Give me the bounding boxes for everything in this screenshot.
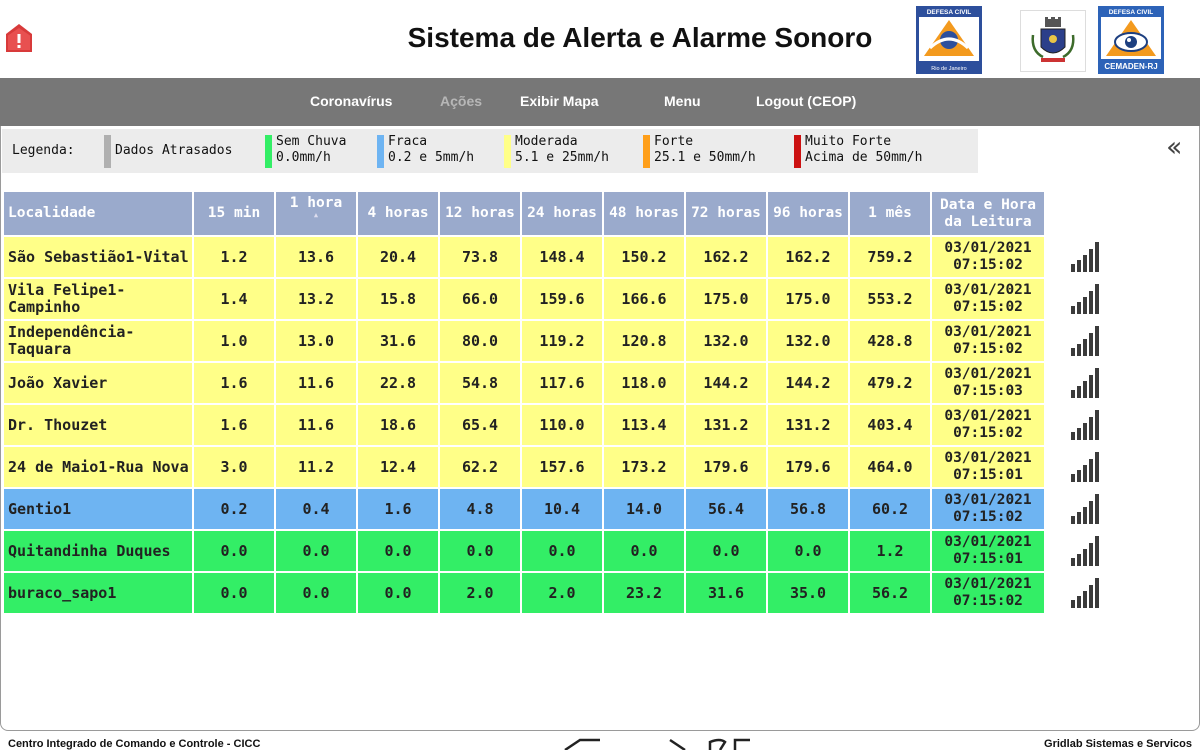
footer-logo <box>560 738 770 750</box>
svg-text:Rio de Janeiro: Rio de Janeiro <box>931 66 967 72</box>
bar-segment <box>1077 260 1081 272</box>
rainfall-value: 31.6 <box>358 321 438 361</box>
rainfall-value: 110.0 <box>522 405 602 445</box>
rainfall-value: 0.0 <box>194 531 274 571</box>
rainfall-value: 0.0 <box>768 531 848 571</box>
bar-segment <box>1095 410 1099 440</box>
footer-right-text: Gridlab Sistemas e Servicos <box>1044 738 1192 750</box>
reading-datetime <box>932 573 1044 613</box>
rainfall-value: 56.2 <box>850 573 930 613</box>
table-body <box>4 237 1124 613</box>
bar-segment <box>1089 249 1093 272</box>
legend-swatch <box>504 135 511 168</box>
rainfall-value: 22.8 <box>358 363 438 403</box>
reading-time: 07:15:01 <box>953 551 1023 567</box>
rainfall-value: 2.0 <box>440 573 520 613</box>
nav-logout[interactable]: Logout (CEOP) <box>756 93 857 109</box>
column-header[interactable]: 15 min <box>194 192 274 235</box>
bar-segment <box>1071 348 1075 356</box>
reading-time: 07:15:02 <box>953 509 1023 525</box>
reading-time: 07:15:02 <box>953 257 1023 273</box>
location-name[interactable]: 24 de Maio1-Rua Nova <box>4 447 192 487</box>
table-row[interactable] <box>4 573 1124 613</box>
city-coat-of-arms-logo <box>1020 10 1086 72</box>
bar-segment <box>1089 585 1093 608</box>
rainfall-value: 1.4 <box>194 279 274 319</box>
signal-bars-chart-icon[interactable] <box>1071 368 1099 398</box>
rainfall-value: 0.0 <box>276 531 356 571</box>
bar-segment <box>1083 339 1087 356</box>
rainfall-value: 12.4 <box>358 447 438 487</box>
rainfall-value: 132.0 <box>686 321 766 361</box>
bar-segment <box>1083 591 1087 608</box>
reading-time: 07:15:02 <box>953 425 1023 441</box>
rainfall-value: 0.4 <box>276 489 356 529</box>
bar-segment <box>1071 306 1075 314</box>
column-header[interactable]: Data e Hora da Leitura <box>932 192 1044 235</box>
rainfall-value: 117.6 <box>522 363 602 403</box>
rainfall-value: 80.0 <box>440 321 520 361</box>
rainfall-value: 1.0 <box>194 321 274 361</box>
rainfall-value: 0.0 <box>686 531 766 571</box>
signal-bars-chart-icon[interactable] <box>1071 536 1099 566</box>
legend-label: Muito Forte Acima de 50mm/h <box>805 134 923 165</box>
reading-datetime <box>932 405 1044 445</box>
signal-bars-chart-icon[interactable] <box>1071 410 1099 440</box>
column-header[interactable]: 72 horas <box>686 192 766 235</box>
rainfall-value: 10.4 <box>522 489 602 529</box>
reading-time: 07:15:03 <box>953 383 1023 399</box>
reading-datetime <box>932 489 1044 529</box>
rainfall-value: 144.2 <box>686 363 766 403</box>
bar-segment <box>1077 302 1081 314</box>
page-title: Sistema de Alerta e Alarme Sonoro <box>407 22 873 53</box>
bar-segment <box>1089 291 1093 314</box>
bar-segment <box>1077 470 1081 482</box>
rainfall-value: 179.6 <box>686 447 766 487</box>
rainfall-value: 15.8 <box>358 279 438 319</box>
rainfall-value: 131.2 <box>768 405 848 445</box>
nav-exibir-mapa[interactable]: Exibir Mapa <box>520 93 599 109</box>
bar-segment <box>1083 255 1087 272</box>
rainfall-value: 62.2 <box>440 447 520 487</box>
alert-warning-icon <box>4 22 34 56</box>
nav-menu[interactable]: Menu <box>664 93 701 109</box>
bar-segment <box>1083 507 1087 524</box>
legend-label: Dados Atrasados <box>115 143 233 158</box>
column-header[interactable]: 1 hora ▲ <box>276 192 356 235</box>
rainfall-value: 20.4 <box>358 237 438 277</box>
rainfall-value: 157.6 <box>522 447 602 487</box>
bar-segment <box>1077 386 1081 398</box>
column-header[interactable]: 12 horas <box>440 192 520 235</box>
legend-swatch <box>265 135 272 168</box>
rainfall-value: 175.0 <box>768 279 848 319</box>
rainfall-value: 179.6 <box>768 447 848 487</box>
bar-segment <box>1089 543 1093 566</box>
reading-date: 03/01/2021 <box>944 576 1032 592</box>
nav-coronavirus[interactable]: Coronavírus <box>310 93 393 109</box>
chart-link-cell[interactable] <box>1046 531 1124 571</box>
rainfall-value: 60.2 <box>850 489 930 529</box>
bar-segment <box>1077 344 1081 356</box>
column-header-empty <box>1046 192 1124 235</box>
rainfall-value: 13.0 <box>276 321 356 361</box>
bar-segment <box>1095 452 1099 482</box>
rainfall-value: 132.0 <box>768 321 848 361</box>
bar-segment <box>1077 554 1081 566</box>
column-header[interactable]: 24 horas <box>522 192 602 235</box>
column-header[interactable]: 96 horas <box>768 192 848 235</box>
reading-date: 03/01/2021 <box>944 450 1032 466</box>
reading-datetime <box>932 237 1044 277</box>
table-row[interactable] <box>4 489 1124 529</box>
legend-swatch <box>794 135 801 168</box>
reading-datetime <box>932 363 1044 403</box>
location-name[interactable]: Vila Felipe1-Campinho <box>4 279 192 319</box>
location-name[interactable]: São Sebastião1-Vital <box>4 237 192 277</box>
cemaden-rj-logo <box>1098 6 1164 74</box>
rainfall-value: 18.6 <box>358 405 438 445</box>
rainfall-value: 479.2 <box>850 363 930 403</box>
bar-segment <box>1071 516 1075 524</box>
rainfall-value: 14.0 <box>604 489 684 529</box>
rainfall-value: 0.0 <box>440 531 520 571</box>
nav-acoes[interactable]: Ações <box>440 93 483 109</box>
bar-segment <box>1089 417 1093 440</box>
rainfall-table <box>2 190 1126 615</box>
rainfall-value: 1.2 <box>194 237 274 277</box>
location-name[interactable]: Dr. Thouzet <box>4 405 192 445</box>
bar-segment <box>1089 459 1093 482</box>
rainfall-value: 166.6 <box>604 279 684 319</box>
signal-bars-chart-icon[interactable] <box>1071 284 1099 314</box>
bar-segment <box>1071 600 1075 608</box>
bar-segment <box>1089 501 1093 524</box>
reading-datetime <box>932 531 1044 571</box>
defesa-civil-rj-logo <box>916 6 982 74</box>
reading-datetime <box>932 447 1044 487</box>
legend-label: Sem Chuva 0.0mm/h <box>276 134 347 165</box>
table-row[interactable] <box>4 405 1124 445</box>
bar-segment <box>1095 536 1099 566</box>
reading-time: 07:15:01 <box>953 467 1023 483</box>
rainfall-value: 0.0 <box>358 531 438 571</box>
rainfall-value: 0.0 <box>522 531 602 571</box>
rainfall-value: 35.0 <box>768 573 848 613</box>
location-name[interactable]: Quitandinha Duques <box>4 531 192 571</box>
reading-datetime <box>932 279 1044 319</box>
bar-segment <box>1071 390 1075 398</box>
rainfall-value: 11.6 <box>276 405 356 445</box>
rainfall-value: 31.6 <box>686 573 766 613</box>
signal-bars-chart-icon[interactable] <box>1071 242 1099 272</box>
rainfall-value: 4.8 <box>440 489 520 529</box>
rainfall-value: 120.8 <box>604 321 684 361</box>
bar-segment <box>1089 375 1093 398</box>
rainfall-value: 162.2 <box>686 237 766 277</box>
rainfall-value: 3.0 <box>194 447 274 487</box>
table-row[interactable] <box>4 279 1124 319</box>
rainfall-value: 118.0 <box>604 363 684 403</box>
bar-segment <box>1077 512 1081 524</box>
app-header <box>0 0 1200 78</box>
legend-title: Legenda: <box>12 143 75 158</box>
rainfall-value: 0.0 <box>194 573 274 613</box>
reading-time: 07:15:02 <box>953 593 1023 609</box>
rainfall-value: 73.8 <box>440 237 520 277</box>
bar-segment <box>1071 558 1075 566</box>
chart-link-cell[interactable] <box>1046 321 1124 361</box>
bar-segment <box>1071 432 1075 440</box>
rainfall-value: 148.4 <box>522 237 602 277</box>
bar-segment <box>1071 264 1075 272</box>
rainfall-value: 1.6 <box>194 405 274 445</box>
rainfall-value: 0.0 <box>276 573 356 613</box>
rainfall-value: 0.0 <box>358 573 438 613</box>
chart-link-cell[interactable] <box>1046 405 1124 445</box>
reading-date: 03/01/2021 <box>944 366 1032 382</box>
legend <box>2 129 978 173</box>
column-header[interactable]: 4 horas <box>358 192 438 235</box>
reading-date: 03/01/2021 <box>944 240 1032 256</box>
rainfall-value: 113.4 <box>604 405 684 445</box>
rainfall-value: 66.0 <box>440 279 520 319</box>
legend-swatch <box>643 135 650 168</box>
sort-indicator-icon: ▲ <box>313 211 319 219</box>
footer-left-text: Centro Integrado de Comando e Controle - CICC <box>8 738 261 750</box>
bar-segment <box>1095 578 1099 608</box>
rainfall-value: 403.4 <box>850 405 930 445</box>
svg-text:DEFESA CIVIL: DEFESA CIVIL <box>926 9 972 16</box>
rainfall-value: 0.2 <box>194 489 274 529</box>
rainfall-value: 175.0 <box>686 279 766 319</box>
reading-date: 03/01/2021 <box>944 324 1032 340</box>
legend-label: Forte 25.1 e 50mm/h <box>654 134 756 165</box>
rainfall-value: 464.0 <box>850 447 930 487</box>
chart-link-cell[interactable] <box>1046 237 1124 277</box>
rainfall-value: 1.6 <box>358 489 438 529</box>
location-name[interactable]: João Xavier <box>4 363 192 403</box>
bar-segment <box>1083 423 1087 440</box>
reading-date: 03/01/2021 <box>944 408 1032 424</box>
rainfall-value: 2.0 <box>522 573 602 613</box>
column-header[interactable]: Localidade <box>4 192 192 235</box>
bar-segment <box>1095 368 1099 398</box>
location-name[interactable]: Gentio1 <box>4 489 192 529</box>
reading-time: 07:15:02 <box>953 341 1023 357</box>
rainfall-value: 13.2 <box>276 279 356 319</box>
rainfall-value: 65.4 <box>440 405 520 445</box>
table-header-row <box>4 192 1124 235</box>
location-name[interactable]: Independência-Taquara <box>4 321 192 361</box>
table-row[interactable] <box>4 363 1124 403</box>
legend-swatch <box>104 135 111 168</box>
rainfall-value: 150.2 <box>604 237 684 277</box>
legend-label: Moderada 5.1 e 25mm/h <box>515 134 609 165</box>
signal-bars-chart-icon[interactable] <box>1071 578 1099 608</box>
bar-segment <box>1095 494 1099 524</box>
rainfall-value: 428.8 <box>850 321 930 361</box>
chart-link-cell[interactable] <box>1046 573 1124 613</box>
location-name[interactable]: buraco_sapo1 <box>4 573 192 613</box>
rainfall-value: 144.2 <box>768 363 848 403</box>
rainfall-value: 54.8 <box>440 363 520 403</box>
rainfall-value: 173.2 <box>604 447 684 487</box>
svg-text:DEFESA CIVIL: DEFESA CIVIL <box>1108 9 1154 16</box>
chart-link-cell[interactable] <box>1046 489 1124 529</box>
chart-link-cell[interactable] <box>1046 363 1124 403</box>
signal-bars-chart-icon[interactable] <box>1071 326 1099 356</box>
bar-segment <box>1083 549 1087 566</box>
bar-segment <box>1095 284 1099 314</box>
reading-date: 03/01/2021 <box>944 492 1032 508</box>
rainfall-value: 1.2 <box>850 531 930 571</box>
rainfall-value: 13.6 <box>276 237 356 277</box>
column-header[interactable]: 1 mês <box>850 192 930 235</box>
rainfall-value: 759.2 <box>850 237 930 277</box>
table-row[interactable] <box>4 531 1124 571</box>
rainfall-value: 159.6 <box>522 279 602 319</box>
rainfall-value: 119.2 <box>522 321 602 361</box>
rainfall-value: 11.2 <box>276 447 356 487</box>
signal-bars-chart-icon[interactable] <box>1071 494 1099 524</box>
bar-segment <box>1083 465 1087 482</box>
bar-segment <box>1083 297 1087 314</box>
bar-segment <box>1095 242 1099 272</box>
column-header[interactable]: 48 horas <box>604 192 684 235</box>
bar-segment <box>1083 381 1087 398</box>
table-row[interactable] <box>4 321 1124 361</box>
chart-link-cell[interactable] <box>1046 279 1124 319</box>
reading-date: 03/01/2021 <box>944 534 1032 550</box>
rainfall-value: 56.8 <box>768 489 848 529</box>
rainfall-value: 0.0 <box>604 531 684 571</box>
legend-label: Fraca 0.2 e 5mm/h <box>388 134 475 165</box>
rainfall-value: 23.2 <box>604 573 684 613</box>
rainfall-value: 56.4 <box>686 489 766 529</box>
chart-link-cell[interactable] <box>1046 447 1124 487</box>
bar-segment <box>1077 428 1081 440</box>
table-row[interactable] <box>4 237 1124 277</box>
bar-segment <box>1089 333 1093 356</box>
bar-segment <box>1077 596 1081 608</box>
bar-segment <box>1071 474 1075 482</box>
main-nav <box>0 78 1200 126</box>
signal-bars-chart-icon[interactable] <box>1071 452 1099 482</box>
reading-datetime <box>932 321 1044 361</box>
table-row[interactable] <box>4 447 1124 487</box>
reading-date: 03/01/2021 <box>944 282 1032 298</box>
rainfall-value: 131.2 <box>686 405 766 445</box>
rainfall-value: 162.2 <box>768 237 848 277</box>
double-chevron-left-icon[interactable]: ‹‹ <box>1166 130 1177 163</box>
reading-time: 07:15:02 <box>953 299 1023 315</box>
rainfall-value: 553.2 <box>850 279 930 319</box>
rainfall-value: 11.6 <box>276 363 356 403</box>
bar-segment <box>1095 326 1099 356</box>
svg-text:CEMADEN-RJ: CEMADEN-RJ <box>1104 62 1158 71</box>
legend-swatch <box>377 135 384 168</box>
rainfall-value: 1.6 <box>194 363 274 403</box>
